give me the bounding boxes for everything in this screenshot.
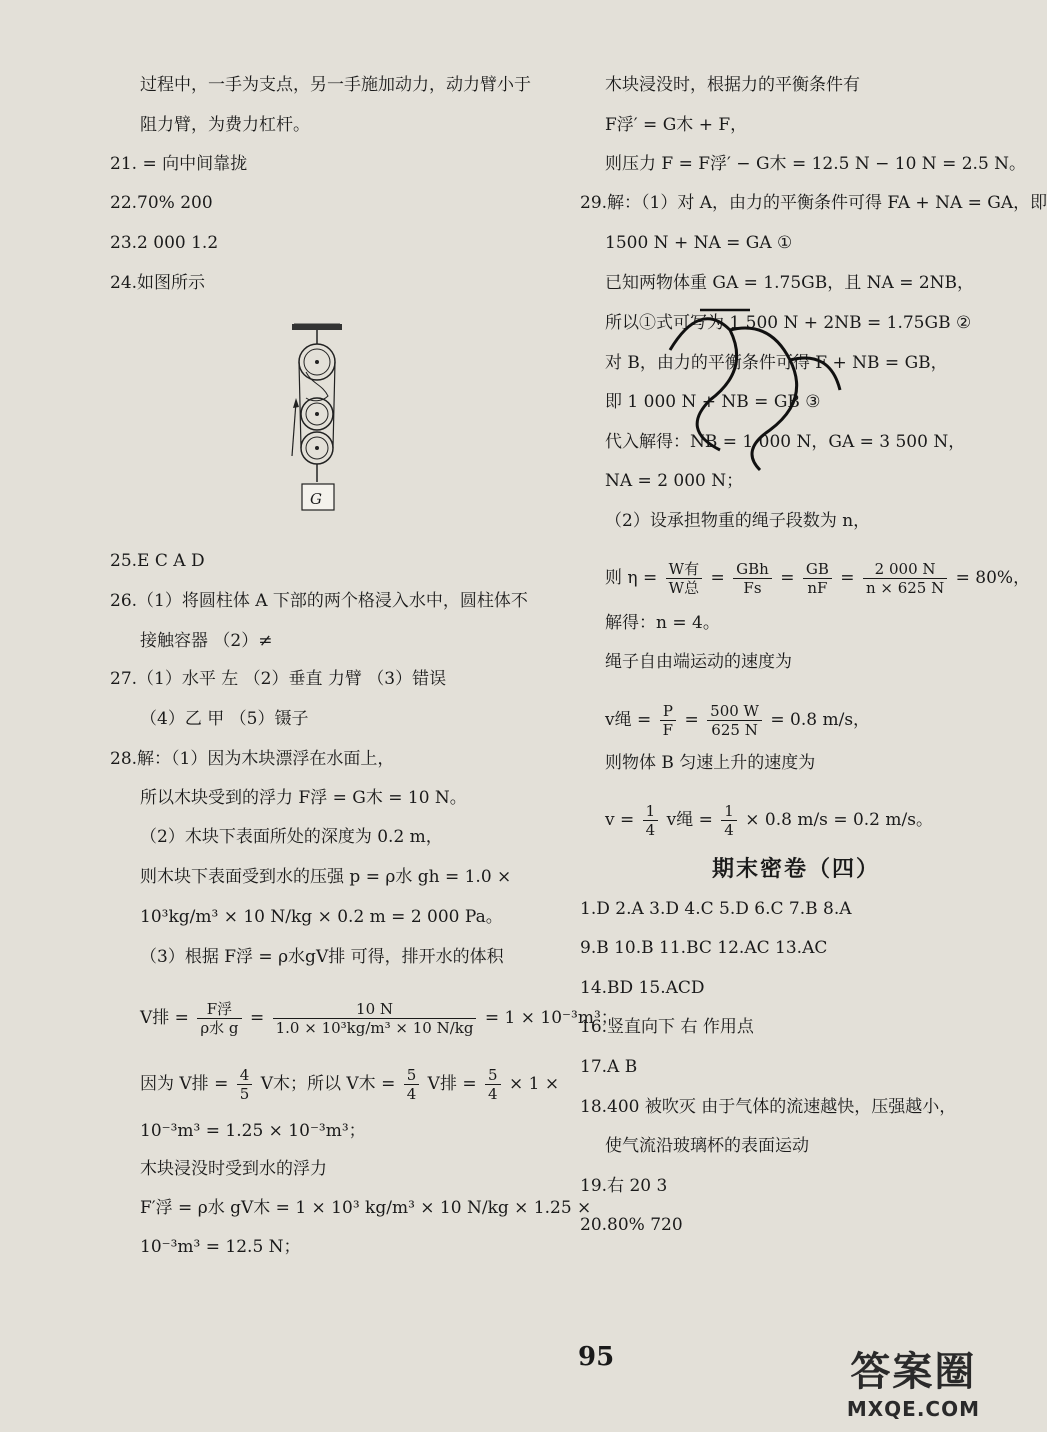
numerator: 2 000 N [863,560,947,579]
denominator: 1.0 × 10³kg/m³ × 10 N/kg [275,1019,474,1037]
text-line: 对 B，由力的平衡条件可得 F + NB = GB， [605,353,948,373]
answers-14-15: 14.BD 15.ACD [580,978,705,998]
stamp-scribble [640,290,860,480]
answer-19: 19.右 20 3 [580,1176,668,1196]
text-line: 10⁻³m³ = 1.25 × 10⁻³m³； [140,1121,366,1141]
denominator: nF [807,579,828,597]
equation-term: V排 = [140,1008,189,1028]
fraction [803,560,832,597]
denominator: 4 [406,1085,417,1103]
equation-term: V排 = [427,1074,477,1094]
text-line: 则物体 B 匀速上升的速度为 [605,753,816,773]
numerator: 10 N [273,1000,477,1019]
answer-16: 16.竖直向下 右 作用点 [580,1017,754,1037]
text-line: 则木块下表面受到水的压强 p = ρ水 gh = 1.0 × [140,867,512,887]
text-line: 解得：n = 4。 [605,613,720,633]
text-line: 已知两物体重 GA = 1.75GB，且 NA = 2NB， [605,273,975,293]
fraction [666,560,702,597]
numerator: GBh [733,560,772,579]
numerator: GB [803,560,832,579]
denominator: 4 [724,821,734,839]
numerator: 1 [643,802,659,821]
answer-17: 17.A B [580,1057,638,1077]
text-line: （2）木块下表面所处的深度为 0.2 m， [140,827,443,847]
text-line: （2）设承担物重的绳子段数为 n， [605,511,871,531]
answer-20: 20.80% 720 [580,1215,683,1235]
equation-line [140,1066,559,1103]
text-line: 则压力 F = F浮′ − G木 = 12.5 N − 10 N = 2.5 N。 [605,154,1027,174]
equation-line: v绳 = $\frac{P}{F}$ = $\frac{500 W}{625 N}$ = 0.8 m/s， [605,702,871,739]
text-line: 代入解得：NB = 1 000 N，GA = 3 500 N， [605,432,966,452]
page-number: 95 [578,1342,615,1372]
text-line: 接触容器 （2）≠ [140,631,273,651]
equation-term: × 1 × [508,1074,560,1094]
answer-22: 22.70% 200 [110,193,213,213]
denominator: F [662,721,674,739]
text-line: NA = 2 000 N； [605,471,744,491]
equation-term: V木；所以 V木 = [260,1074,396,1094]
numerator: F浮 [197,1000,241,1019]
text-line: 木块浸没时，根据力的平衡条件有 [605,75,860,95]
equation-term: v绳 = [605,710,652,730]
equation-line: 则 η = $\frac{\text{W有}}{\text{W总}}$ = $\frac{\text{GBh}}{Fs}$ = $\frac{GB}{nF}$ = $\frac{2 000 N}{n \times 625 N}$ = 80%， [605,560,1031,597]
numerator: 5 [404,1066,420,1085]
fraction [733,560,772,597]
denominator: 5 [239,1085,250,1103]
watermark-text: 答案圈 [850,1349,977,1395]
answers-9-13: 9.B 10.B 11.BC 12.AC 13.AC [580,938,828,958]
fraction [707,702,762,739]
text-line: F′浮 = ρ水 gV木 = 1 × 10³ kg/m³ × 10 N/kg × 1.25 × [140,1198,592,1218]
fraction [721,802,737,839]
equation-line: V排 = $\frac{\text{F浮}}{\text{ρ水 g}}$ = $\frac{10 N}{\text{1.0 × 10³kg/m³ × 10 N/kg}}$ = 1 × 10⁻³m³； [140,1000,618,1037]
denominator: n × 625 N [865,579,945,597]
text-line: 10⁻³m³ = 12.5 N； [140,1237,301,1257]
text-line: 使气流沿玻璃杯的表面运动 [605,1136,809,1156]
equation-term: v绳 = [666,810,713,830]
text-line: 即 1 000 N + NB = GB ③ [605,392,821,412]
text-line: F浮′ = G木 + F， [605,115,748,135]
equation-term: × 0.8 m/s = 0.2 m/s。 [745,810,933,830]
numerator: W有 [666,560,702,579]
answer-24: 24.如图所示 [110,273,206,293]
text-line: 阻力臂，为费力杠杆。 [140,115,310,135]
fraction [237,1066,253,1103]
section-title: 期末密卷（四） [712,857,881,882]
denominator: 4 [488,1085,498,1103]
text-line: 10³kg/m³ × 10 N/kg × 0.2 m = 2 000 Pa。 [140,907,503,927]
fraction [197,1000,241,1037]
answer-23: 23.2 000 1.2 [110,233,219,253]
equation-term: = 80%， [955,568,1031,588]
denominator: W总 [668,579,700,597]
answer-26: 26.（1）将圆柱体 A 下部的两个格浸入水中，圆柱体不 [110,591,528,611]
answer-27: 27.（1）水平 左 （2）垂直 力臂 （3）错误 [110,669,447,689]
weight-label: G [310,490,322,508]
answer-28: 28.解：（1）因为木块漂浮在水面上， [110,749,395,769]
text-line: （4）乙 甲 （5）镊子 [140,709,309,729]
denominator: ρ水 g [200,1019,239,1037]
denominator: 625 N [711,721,758,739]
answer-21: 21. = 向中间靠拢 [110,154,248,174]
denominator: 4 [645,821,656,839]
answer-18: 18.400 被吹灭 由于气体的流速越快，压强越小， [580,1097,957,1117]
fraction [273,1000,477,1037]
text-line: 过程中，一手为支点，另一手施加动力，动力臂小于 [140,75,531,95]
fraction [404,1066,420,1103]
answer-29: 29.解：（1）对 A，由力的平衡条件可得 FA + NA = GA，即 [580,193,1047,213]
fraction [643,802,659,839]
fraction [485,1066,501,1103]
numerator: 1 [721,802,737,821]
numerator: 500 W [707,702,762,721]
equation-term: 因为 V排 = [140,1074,229,1094]
equation-term: v = [605,810,635,830]
watermark-url: MXQE.COM [846,1397,980,1421]
denominator: Fs [743,579,762,597]
numerator: 5 [485,1066,501,1085]
answer-25: 25.E C A D [110,551,205,571]
numerator: 4 [237,1066,253,1085]
text-line: 绳子自由端运动的速度为 [605,652,792,672]
answers-1-8: 1.D 2.A 3.D 4.C 5.D 6.C 7.B 8.A [580,899,852,919]
fraction [863,560,947,597]
text-line: 1500 N + NA = GA ① [605,233,793,253]
equation-line [605,802,933,839]
text-line: 所以木块受到的浮力 F浮 = G木 = 10 N。 [140,788,467,808]
equation-term: = 1 × 10⁻³m³； [484,1008,618,1028]
text-line: （3）根据 F浮 = ρ水gV排 可得，排开水的体积 [140,947,504,967]
fraction [660,702,676,739]
watermark-logo [847,1340,980,1421]
equation-term: 则 η = [605,568,658,588]
numerator: P [660,702,676,721]
equation-term: = 0.8 m/s， [770,710,871,730]
text-line: 所以①式可写为 1 500 N + 2NB = 1.75GB ② [605,313,972,333]
text-line: 木块浸没时受到水的浮力 [140,1159,327,1179]
